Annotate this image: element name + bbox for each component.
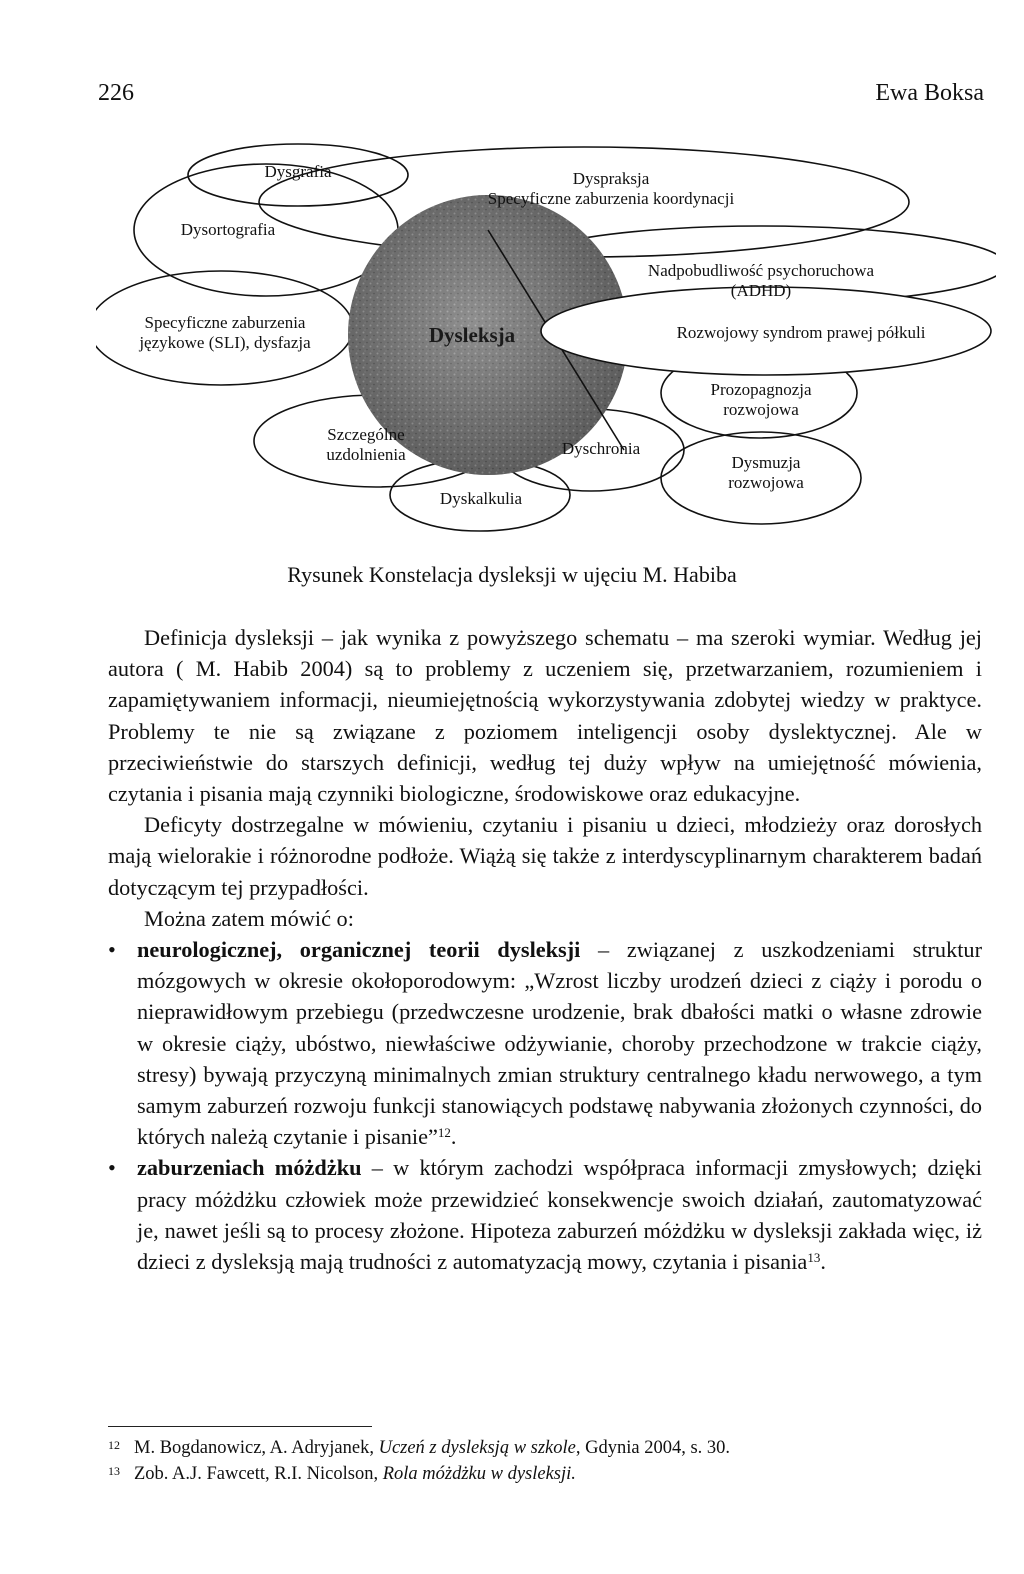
label-dysortografia: Dysortografia <box>180 220 276 239</box>
list-item-cerebellum-end: . <box>820 1249 826 1275</box>
paragraph-definition: Definicja dysleksji – jak wynika z powyższego schematu – ma szeroki wymiar. Według jej autora ( M. Habib 2004) są to problemy z uczeniem się, przetwarzaniem, rozumieniem i zapamiętywaniem informacji, nieumiejętnością wykorzystywania zdobytej wiedzy w praktyce. Problemy te nie są związane z poziomem inteligencji osoby dyslektycznej. Ale w przeciwieństwie do starszych definicji, według tej duży wpływ na umiejętność mówienia, czytania i pisania mają czynniki biologiczne, środowiskowe oraz edukacyjne. <box>108 625 982 807</box>
list-item-cerebellum <box>108 1152 982 1277</box>
label-dysmuzja <box>706 453 826 493</box>
footnote-13-authors: Zob. A.J. Fawcett, R.I. Nicolson, <box>134 1464 383 1484</box>
label-dyspraksja-line1: Dyspraksja <box>572 169 650 188</box>
label-prozopagnozja <box>691 380 831 420</box>
list-item-neurological <box>108 934 982 1152</box>
page-number: 226 <box>98 80 134 106</box>
paragraph-deficits: Deficyty dostrzegalne w mówieniu, czytaniu i pisaniu u dzieci, młodzieży oraz dorosłych mają wielorakie i różnorodne podłoże. Wiążą się także z interdyscyplinarnym charakterem badań dotyczącym tej przypadłości. <box>108 812 982 900</box>
label-uzdolnienia-line1: Szczególne <box>327 425 405 444</box>
label-dyskalkulia: Dyskalkulia <box>439 489 523 508</box>
label-dysmuzja-line2: rozwojowa <box>728 473 804 492</box>
label-uzdolnienia <box>306 425 426 465</box>
list-item-neurological-term: neurologicznej, organicznej teorii dysleksji <box>137 937 581 963</box>
list-item-cerebellum-text: – w którym zachodzi współpraca informacji zmysłowych; dzięki pracy móżdżku człowiek może przewidzieć konsekwencje swoich działań, zautomatyzować je, nawet jeśli są to procesy złożone. Hipoteza zaburzeń móżdżku w dysleksji zakłada więc, iż dzieci z dysleksją mają trudności z automatyzacją mowy, czytania i pisania <box>137 1155 982 1275</box>
label-dysleksja-center: Dysleksja <box>428 323 516 347</box>
label-dyspraksja-line2: Specyficzne zaburzenia koordynacji <box>487 189 735 208</box>
footnote-ref-12[interactable]: 12 <box>437 1125 451 1141</box>
footnote-13-title: Rola móżdżku w dysleksji. <box>382 1464 576 1484</box>
label-dyschronia: Dyschronia <box>561 439 641 458</box>
footnote-12-authors: M. Bogdanowicz, A. Adryjanek, <box>134 1438 379 1458</box>
label-adhd <box>626 261 896 301</box>
footnote-12-title: Uczeń z dysleksją w szkole <box>378 1438 576 1458</box>
list-item-neurological-text: – związanej z uszkodzeniami struktur mózgowych w okresie okołoporodowym: „Wzrost liczby urodzeń dzieci z ciąży i porodu o nieprawidłowym przebiegu (przedwczesne urodzenie, brak dbałości matki o własne zdrowie w okresie ciąży, ubóstwo, niewłaściwe odżywianie, choroby przechodzone w trakcie ciąży, stresy) bywają przyczyną minimalnych zmian struktury centralnego kładu nerwowego, a tym samym zaburzeń rozwoju funkcji stanowiących podstawę nabywania złożonych czynności, do których należą czytanie i pisanie” <box>137 937 982 1150</box>
list-item-neurological-end: . <box>450 1124 457 1150</box>
figure-caption: Rysunek Konstelacja dysleksji w ujęciu M. Habiba <box>287 562 737 587</box>
theories-list <box>108 934 982 1277</box>
footnote-12: 12 M. Bogdanowicz, A. Adryjanek, Uczeń z dysleksją w szkole, Gdynia 2004, s. 30. <box>108 1438 731 1458</box>
label-prozopagnozja-line2: rozwojowa <box>723 400 799 419</box>
running-head-author: Ewa Boksa <box>875 80 984 106</box>
body-text <box>108 622 982 1277</box>
footnote-13: 13 Zob. A.J. Fawcett, R.I. Nicolson, Rola móżdżku w dysleksji. <box>108 1464 576 1484</box>
dyslexia-constellation-diagram <box>96 135 996 545</box>
footnote-ref-13[interactable]: 13 <box>807 1250 821 1266</box>
label-adhd-line1: Nadpobudliwość psychoruchowa <box>647 261 875 280</box>
label-dyspraksja <box>481 169 741 209</box>
footnote-separator <box>108 1426 372 1427</box>
label-sli-line2: językowe (SLI), dysfazja <box>139 333 311 352</box>
label-sli-line1: Specyficzne zaburzenia <box>144 313 306 332</box>
list-item-cerebellum-term: zaburzeniach móżdżku <box>137 1155 362 1181</box>
label-prawej-polkuli: Rozwojowy syndrom prawej półkuli <box>676 323 926 342</box>
label-uzdolnienia-line2: uzdolnienia <box>326 445 406 464</box>
label-dysmuzja-line1: Dysmuzja <box>731 453 801 472</box>
paragraph-intro-list: Można zatem mówić o: <box>144 905 354 931</box>
label-prozopagnozja-line1: Prozopagnozja <box>710 380 812 399</box>
footnote-12-publication: , Gdynia 2004, s. 30. <box>575 1438 731 1458</box>
label-sli <box>110 313 340 353</box>
label-dysgrafia: Dysgrafia <box>264 162 332 181</box>
label-adhd-line2: (ADHD) <box>730 281 792 300</box>
